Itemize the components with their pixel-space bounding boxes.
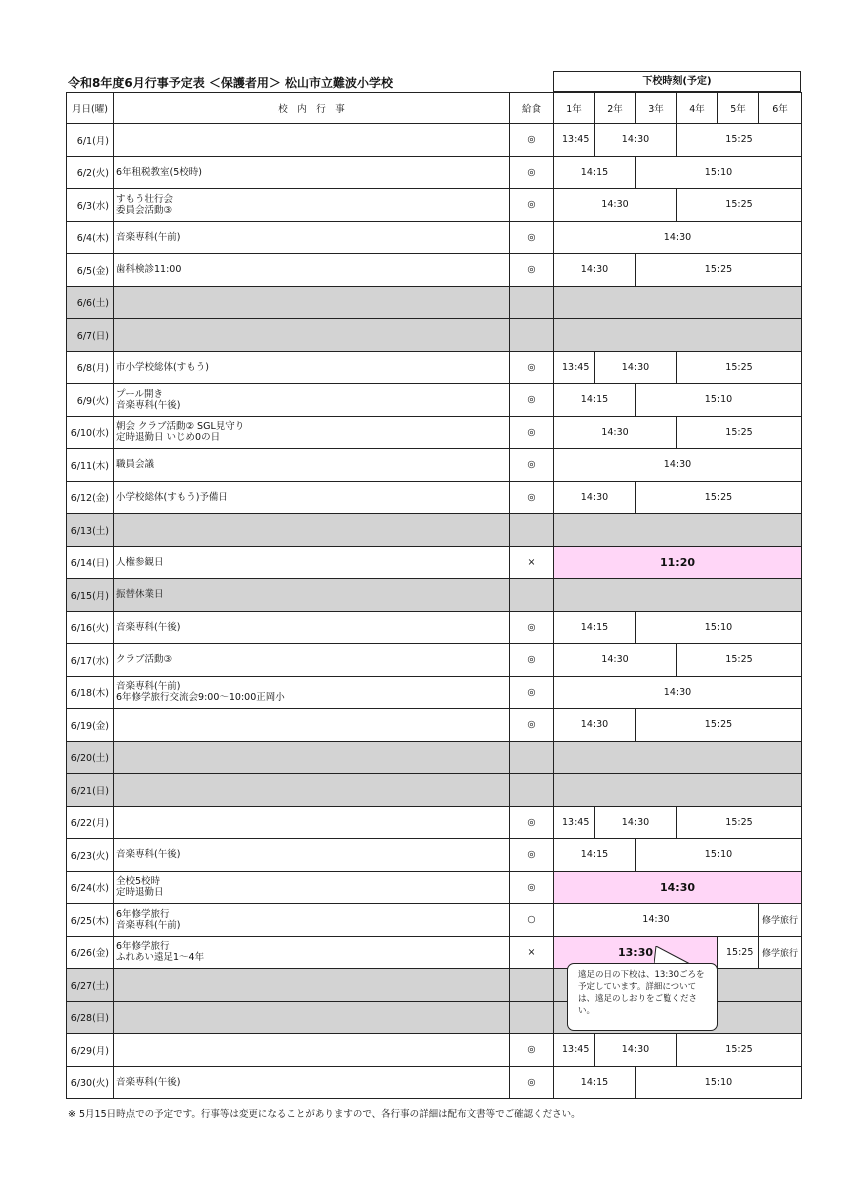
date-cell: 6/3(水)	[67, 189, 114, 222]
event-text: 音楽専科(午後)	[116, 621, 181, 633]
date-cell: 6/9(火)	[67, 384, 114, 417]
lunch-cell: ○	[510, 904, 554, 937]
events-cell	[114, 676, 510, 709]
date-cell: 6/14(日)	[67, 546, 114, 579]
event-text: 振替休業日	[116, 589, 164, 601]
dismissal-time-cell: 14:15	[554, 611, 636, 644]
events-cell	[114, 871, 510, 904]
lunch-cell: ◎	[510, 839, 554, 872]
event-text: 定時退勤日 いじめ0の日	[116, 432, 221, 444]
dismissal-time-cell: 14:30	[554, 871, 802, 904]
events-cell	[114, 839, 510, 872]
lunch-cell: ◎	[510, 449, 554, 482]
date-cell: 6/8(月)	[67, 351, 114, 384]
date-cell: 6/4(木)	[67, 221, 114, 254]
dismissal-time-cell: 15:25	[636, 254, 802, 287]
table-row	[67, 384, 802, 417]
table-row	[67, 741, 802, 774]
dismissal-time-header: 下校時刻(予定)	[553, 71, 801, 92]
lunch-cell: ◎	[510, 1034, 554, 1067]
dismissal-time-cell: 15:25	[677, 644, 802, 677]
dismissal-time-cell: 修学旅行	[759, 904, 802, 937]
grade-3-header: 3年	[636, 93, 677, 124]
grade-1-header: 1年	[554, 93, 595, 124]
events-cell	[114, 741, 510, 774]
dismissal-time-cell: 11:20	[554, 546, 802, 579]
lunch-cell: ◎	[510, 611, 554, 644]
lunch-cell: ◎	[510, 156, 554, 189]
date-cell: 6/5(金)	[67, 254, 114, 287]
table-row	[67, 449, 802, 482]
table-row	[67, 351, 802, 384]
dismissal-time-cell: 14:30	[554, 709, 636, 742]
dismissal-time-cell: 14:30	[554, 481, 636, 514]
table-row	[67, 839, 802, 872]
dismissal-cell	[554, 774, 802, 807]
events-cell	[114, 904, 510, 937]
table-row	[67, 481, 802, 514]
table-row	[67, 514, 802, 547]
dismissal-time-cell: 15:25	[677, 351, 802, 384]
date-cell: 6/16(火)	[67, 611, 114, 644]
event-text: 音楽専科(午後)	[116, 399, 181, 411]
event-text: プール開き	[116, 388, 164, 400]
dismissal-time-cell: 14:30	[595, 124, 677, 157]
table-row	[67, 189, 802, 222]
table-row	[67, 254, 802, 287]
events-cell	[114, 514, 510, 547]
events-cell	[114, 449, 510, 482]
dismissal-time-cell: 14:30	[595, 1034, 677, 1067]
dismissal-time-cell: 13:45	[554, 124, 595, 157]
dismissal-time-cell: 14:15	[554, 156, 636, 189]
events-cell	[114, 189, 510, 222]
table-header-row	[67, 93, 802, 124]
lunch-cell: ◎	[510, 124, 554, 157]
events-cell	[114, 286, 510, 319]
event-text: 市小学校総体(すもう)	[116, 361, 209, 373]
event-text: クラブ活動③	[116, 654, 173, 666]
table-row	[67, 709, 802, 742]
dismissal-time-cell: 13:45	[554, 1034, 595, 1067]
dismissal-time-cell: 15:25	[677, 416, 802, 449]
date-cell: 6/1(月)	[67, 124, 114, 157]
dismissal-time-cell: 15:10	[636, 156, 802, 189]
date-cell: 6/18(木)	[67, 676, 114, 709]
lunch-cell: ◎	[510, 676, 554, 709]
table-row	[67, 611, 802, 644]
date-cell: 6/20(土)	[67, 741, 114, 774]
event-text: 委員会活動③	[116, 204, 173, 216]
table-row	[67, 1066, 802, 1099]
dismissal-time-cell: 14:30	[554, 221, 802, 254]
table-row	[67, 546, 802, 579]
dismissal-cell	[554, 514, 802, 547]
events-cell	[114, 351, 510, 384]
table-row	[67, 156, 802, 189]
table-row	[67, 124, 802, 157]
table-row	[67, 676, 802, 709]
dismissal-time-cell: 15:25	[718, 936, 759, 969]
event-text: ふれあい遠足1～4年	[116, 952, 205, 964]
date-cell: 6/11(木)	[67, 449, 114, 482]
events-cell	[114, 416, 510, 449]
events-cell	[114, 936, 510, 969]
dismissal-time-cell: 15:25	[677, 806, 802, 839]
dismissal-time-cell: 14:30	[595, 806, 677, 839]
event-text: 歯科検診11:00	[116, 264, 182, 276]
lunch-cell	[510, 286, 554, 319]
event-text: 音楽専科(午前)	[116, 681, 181, 693]
dismissal-time-cell: 15:10	[636, 839, 802, 872]
grade-2-header: 2年	[595, 93, 636, 124]
date-cell: 6/26(金)	[67, 936, 114, 969]
event-text: 朝会 クラブ活動② SGL見守り	[116, 421, 245, 433]
dismissal-time-cell: 14:15	[554, 839, 636, 872]
dismissal-time-cell: 13:30	[554, 936, 718, 969]
events-cell	[114, 254, 510, 287]
grade-6-header: 6年	[759, 93, 802, 124]
table-row	[67, 904, 802, 937]
lunch-cell: ◎	[510, 221, 554, 254]
lunch-cell: ×	[510, 936, 554, 969]
event-text: 音楽専科(午前)	[116, 919, 181, 931]
events-cell	[114, 644, 510, 677]
date-cell: 6/10(水)	[67, 416, 114, 449]
dismissal-time-cell: 14:30	[554, 449, 802, 482]
table-row	[67, 286, 802, 319]
events-cell	[114, 319, 510, 352]
dismissal-time-cell: 14:30	[554, 189, 677, 222]
events-cell	[114, 156, 510, 189]
date-column-header: 月日(曜)	[67, 93, 114, 124]
events-cell	[114, 774, 510, 807]
event-text: 6年修学旅行交流会9:00～10:00正岡小	[116, 692, 285, 704]
dismissal-cell	[554, 319, 802, 352]
grade-4-header: 4年	[677, 93, 718, 124]
events-cell	[114, 481, 510, 514]
table-row	[67, 644, 802, 677]
lunch-cell	[510, 741, 554, 774]
event-text: 音楽専科(午後)	[116, 1076, 181, 1088]
dismissal-time-cell: 15:25	[636, 481, 802, 514]
dismissal-time-cell: 13:45	[554, 351, 595, 384]
dismissal-cell	[554, 741, 802, 774]
table-row	[67, 806, 802, 839]
lunch-cell	[510, 969, 554, 1002]
lunch-cell	[510, 579, 554, 612]
events-cell	[114, 1034, 510, 1067]
date-cell: 6/30(火)	[67, 1066, 114, 1099]
events-cell	[114, 709, 510, 742]
table-row	[67, 221, 802, 254]
table-row	[67, 319, 802, 352]
lunch-cell: ×	[510, 546, 554, 579]
lunch-cell	[510, 514, 554, 547]
lunch-cell: ◎	[510, 644, 554, 677]
lunch-cell: ◎	[510, 384, 554, 417]
date-cell: 6/24(水)	[67, 871, 114, 904]
date-cell: 6/23(火)	[67, 839, 114, 872]
date-cell: 6/15(月)	[67, 579, 114, 612]
events-cell	[114, 221, 510, 254]
event-text: 音楽専科(午前)	[116, 231, 181, 243]
date-cell: 6/25(木)	[67, 904, 114, 937]
date-cell: 6/17(水)	[67, 644, 114, 677]
lunch-cell	[510, 774, 554, 807]
lunch-cell	[510, 1001, 554, 1034]
dismissal-cell	[554, 579, 802, 612]
table-row	[67, 579, 802, 612]
event-text: すもう壮行会	[116, 193, 174, 205]
excursion-callout: 遠足の日の下校は、13:30ごろを予定しています。詳細については、遠足のしおりをご覧ください。	[567, 963, 718, 1031]
dismissal-time-cell: 14:30	[554, 254, 636, 287]
page-title: 令和8年度6月行事予定表 ＜保護者用＞ 松山市立難波小学校	[68, 76, 394, 90]
events-cell	[114, 546, 510, 579]
date-cell: 6/12(金)	[67, 481, 114, 514]
events-cell	[114, 1001, 510, 1034]
event-text: 6年修学旅行	[116, 908, 170, 920]
lunch-cell: ◎	[510, 416, 554, 449]
event-text: 小学校総体(すもう)予備日	[116, 491, 228, 503]
lunch-cell: ◎	[510, 481, 554, 514]
event-text: 定時退勤日	[116, 887, 164, 899]
event-text: 職員会議	[116, 459, 155, 471]
dismissal-time-cell: 修学旅行	[759, 936, 802, 969]
date-cell: 6/6(土)	[67, 286, 114, 319]
lunch-cell: ◎	[510, 806, 554, 839]
dismissal-time-cell: 14:30	[554, 416, 677, 449]
date-cell: 6/2(火)	[67, 156, 114, 189]
date-cell: 6/7(日)	[67, 319, 114, 352]
date-cell: 6/27(土)	[67, 969, 114, 1002]
events-cell	[114, 1066, 510, 1099]
table-row	[67, 871, 802, 904]
dismissal-time-cell: 15:10	[636, 611, 802, 644]
dismissal-time-cell: 14:30	[595, 351, 677, 384]
date-cell: 6/22(月)	[67, 806, 114, 839]
dismissal-time-cell: 14:30	[554, 644, 677, 677]
dismissal-time-cell: 15:10	[636, 384, 802, 417]
dismissal-time-cell: 15:10	[636, 1066, 802, 1099]
table-row	[67, 1034, 802, 1067]
lunch-cell: ◎	[510, 254, 554, 287]
grade-5-header: 5年	[718, 93, 759, 124]
lunch-cell	[510, 319, 554, 352]
lunch-cell: ◎	[510, 871, 554, 904]
event-text: 6年修学旅行	[116, 941, 170, 953]
events-cell	[114, 579, 510, 612]
date-cell: 6/28(日)	[67, 1001, 114, 1034]
events-cell	[114, 806, 510, 839]
table-row	[67, 774, 802, 807]
event-text: 人権参観日	[116, 556, 164, 568]
lunch-cell: ◎	[510, 189, 554, 222]
event-text: 6年租税教室(5校時)	[116, 166, 203, 178]
events-column-header: 校 内 行 事	[114, 93, 510, 124]
event-text: 音楽専科(午後)	[116, 849, 181, 861]
dismissal-time-cell: 15:25	[636, 709, 802, 742]
dismissal-time-cell: 14:30	[554, 676, 802, 709]
dismissal-time-cell: 15:25	[677, 1034, 802, 1067]
lunch-column-header: 給食	[510, 93, 554, 124]
event-text: 全校5校時	[116, 876, 161, 888]
date-cell: 6/21(日)	[67, 774, 114, 807]
lunch-cell: ◎	[510, 351, 554, 384]
dismissal-cell	[554, 286, 802, 319]
events-cell	[114, 611, 510, 644]
dismissal-time-cell: 13:45	[554, 806, 595, 839]
date-cell: 6/19(金)	[67, 709, 114, 742]
date-cell: 6/13(土)	[67, 514, 114, 547]
footnote: ※ 5月15日時点での予定です。行事等は変更になることがありますので、各行事の詳細は配布文書等でご確認ください。	[68, 1109, 581, 1120]
dismissal-time-cell: 15:25	[677, 124, 802, 157]
lunch-cell: ◎	[510, 1066, 554, 1099]
date-cell: 6/29(月)	[67, 1034, 114, 1067]
events-cell	[114, 124, 510, 157]
lunch-cell: ◎	[510, 709, 554, 742]
dismissal-time-cell: 14:15	[554, 384, 636, 417]
dismissal-time-cell: 14:15	[554, 1066, 636, 1099]
table-row	[67, 416, 802, 449]
events-cell	[114, 384, 510, 417]
dismissal-time-cell: 14:30	[554, 904, 759, 937]
dismissal-time-cell: 15:25	[677, 189, 802, 222]
events-cell	[114, 969, 510, 1002]
